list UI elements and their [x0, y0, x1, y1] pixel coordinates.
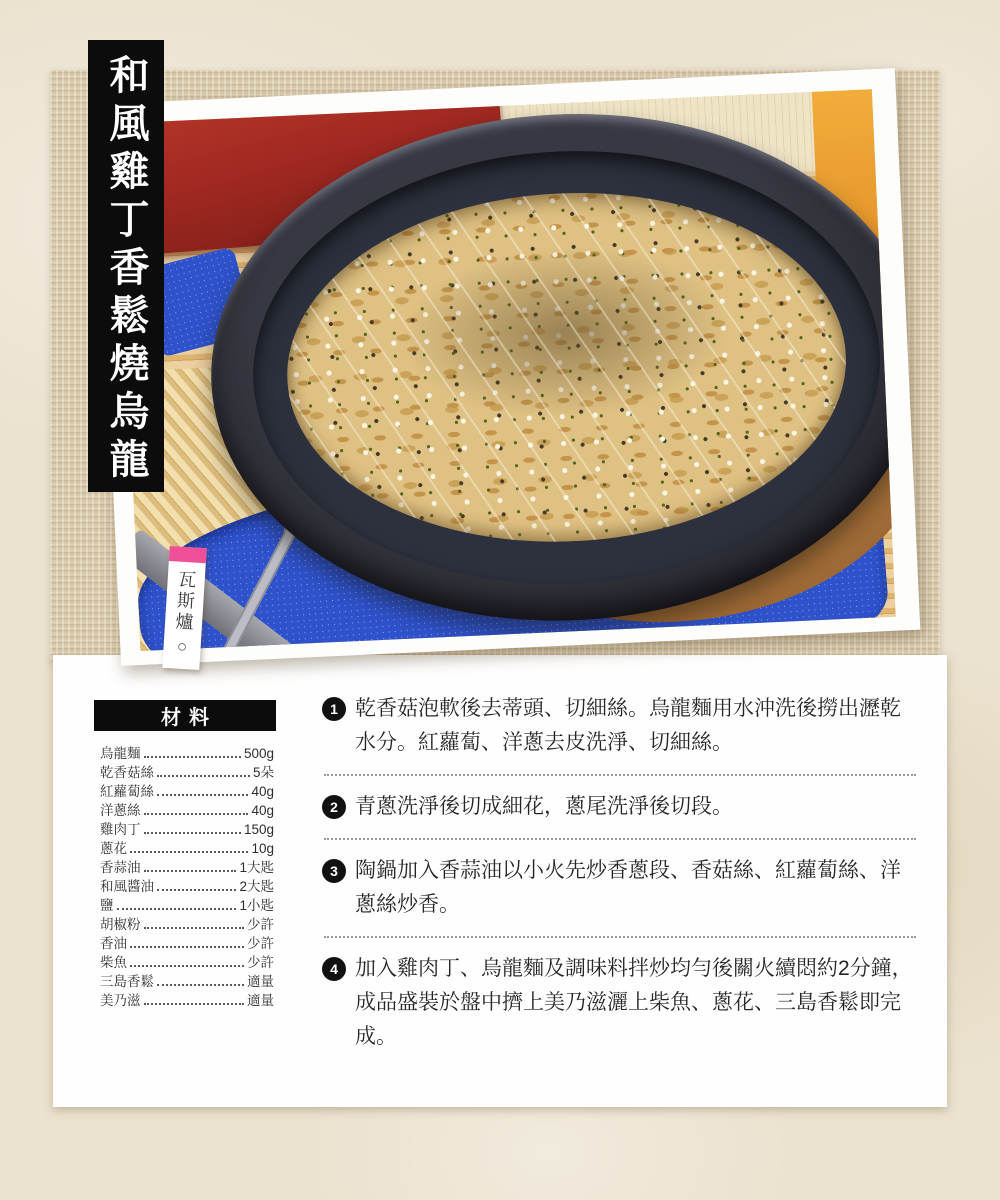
step-separator	[324, 774, 916, 776]
ingredient-row	[100, 952, 274, 971]
step-text: 乾香菇泡軟後去蒂頭、切細絲。烏龍麵用水沖洗後撈出瀝乾水分。紅蘿蔔、洋蔥去皮洗淨、切細絲。	[355, 697, 901, 754]
ingredient-name: 烏龍麵	[100, 746, 141, 761]
ingredient-row	[100, 743, 274, 762]
ingredient-row	[100, 876, 274, 895]
ingredient-amount: 500g	[243, 746, 274, 761]
ingredient-row	[100, 971, 274, 990]
ingredient-name: 香蒜油	[100, 860, 141, 875]
dotted-leader	[144, 870, 237, 872]
ingredient-row	[100, 990, 274, 1009]
dish-photo-frame	[96, 68, 921, 666]
ingredient-name: 香油	[100, 936, 127, 951]
dotted-leader	[144, 813, 249, 815]
ingredient-row	[100, 838, 274, 857]
ingredient-amount: 40g	[251, 803, 274, 818]
ingredient-row	[100, 781, 274, 800]
ingredient-amount: 1小匙	[239, 898, 274, 913]
ingredient-amount: 適量	[247, 993, 274, 1008]
ingredient-amount: 40g	[251, 784, 274, 799]
ingredient-amount: 1大匙	[239, 860, 274, 875]
ingredient-amount: 10g	[251, 841, 274, 856]
ingredient-amount: 少許	[247, 955, 274, 970]
dotted-leader	[130, 851, 248, 853]
ingredient-name: 蔥花	[100, 841, 127, 856]
dotted-leader	[144, 1003, 245, 1005]
ingredient-name: 鹽	[100, 898, 114, 913]
step-item	[322, 790, 918, 824]
dotted-leader	[157, 984, 244, 986]
step-item	[322, 952, 918, 1054]
step-number-badge: 3	[322, 859, 346, 883]
ingredient-name: 柴魚	[100, 955, 127, 970]
step-item	[322, 854, 918, 922]
stove-type-tag	[162, 546, 206, 670]
ingredient-name: 雞肉丁	[100, 822, 141, 837]
stove-type-label: 瓦斯爐	[172, 569, 197, 634]
title-banner	[88, 40, 164, 492]
ingredients-section	[94, 700, 276, 1009]
ingredients-header: 材料	[94, 700, 276, 731]
ingredient-row	[100, 857, 274, 876]
ingredient-name: 和風醬油	[100, 879, 154, 894]
ingredient-amount: 2大匙	[239, 879, 274, 894]
steps-list	[322, 692, 918, 1054]
ingredient-row	[100, 800, 274, 819]
ingredient-row	[100, 914, 274, 933]
ingredient-name: 紅蘿蔔絲	[100, 784, 154, 799]
dotted-leader	[144, 756, 241, 758]
dotted-leader	[144, 832, 241, 834]
step-number-badge: 2	[322, 795, 346, 819]
step-number-badge: 1	[322, 697, 346, 721]
ingredient-row	[100, 819, 274, 838]
ingredient-row	[100, 762, 274, 781]
dotted-leader	[157, 794, 248, 796]
step-text: 青蔥洗淨後切成細花，蔥尾洗淨後切段。	[355, 795, 733, 818]
ingredient-name: 美乃滋	[100, 993, 141, 1008]
ingredient-amount: 5朵	[252, 765, 274, 780]
dotted-leader	[117, 908, 237, 910]
ingredient-name: 洋蔥絲	[100, 803, 141, 818]
ingredient-name: 胡椒粉	[100, 917, 141, 932]
ingredient-amount: 150g	[243, 822, 274, 837]
step-item	[322, 692, 918, 760]
dish-photo	[117, 89, 896, 651]
dotted-leader	[157, 889, 236, 891]
dotted-leader	[130, 946, 244, 948]
dotted-leader	[157, 775, 250, 777]
ingredients-list	[94, 743, 276, 1009]
page-title: 和風雞丁香鬆燒烏龍	[103, 54, 150, 486]
ingredient-amount: 少許	[247, 917, 274, 932]
tag-pink-band	[169, 546, 207, 563]
step-separator	[324, 936, 916, 938]
dotted-leader	[144, 927, 245, 929]
ingredient-amount: 少許	[247, 936, 274, 951]
ingredient-row	[100, 895, 274, 914]
dotted-leader	[130, 965, 244, 967]
stove-type-symbol: ○	[176, 636, 188, 657]
ingredient-row	[100, 933, 274, 952]
step-text: 加入雞肉丁、烏龍麵及調味料拌炒均勻後關火續悶約2分鐘，成品盛裝於盤中擠上美乃滋灑上柴魚、蔥花、三島香鬆即完成。	[355, 957, 913, 1048]
ingredient-name: 三島香鬆	[100, 974, 154, 989]
step-text: 陶鍋加入香蒜油以小火先炒香蔥段、香菇絲、紅蘿蔔絲、洋蔥絲炒香。	[355, 859, 901, 916]
ingredient-name: 乾香菇絲	[100, 765, 154, 780]
step-separator	[324, 838, 916, 840]
ingredient-amount: 適量	[247, 974, 274, 989]
step-number-badge: 4	[322, 957, 346, 981]
